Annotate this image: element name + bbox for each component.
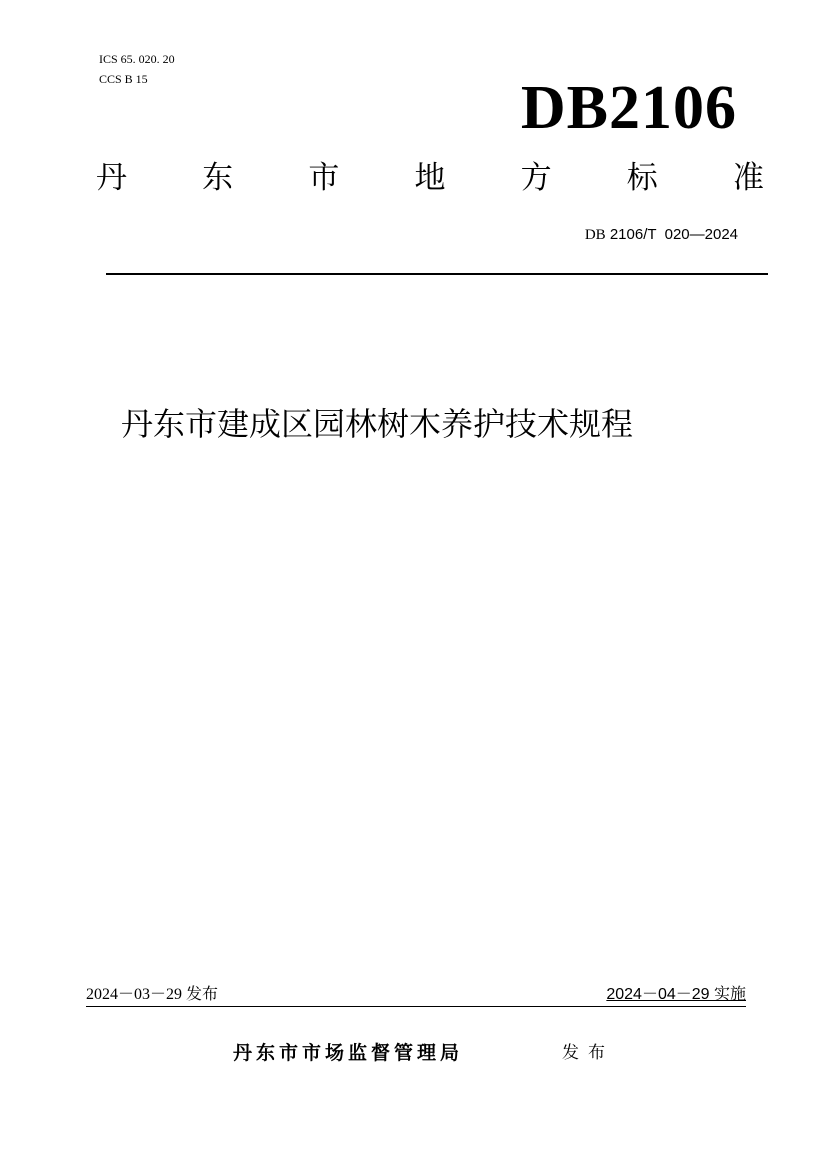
- standard-type-char: 丹: [96, 160, 127, 196]
- standard-type-heading: [96, 158, 764, 198]
- header-divider: [106, 273, 768, 275]
- standard-number-rest: 2106/T 020—2024: [605, 226, 738, 243]
- db-code-logo: DB2106: [520, 74, 737, 142]
- dates-row: [86, 984, 746, 1006]
- ics-code: ICS 65. 020. 20: [99, 52, 175, 66]
- issue-date: 2024－03－29 发布: [86, 986, 219, 1003]
- standard-type-char: 东: [202, 160, 234, 196]
- document-title: 丹东市建成区园林树木养护技术规程: [121, 405, 634, 443]
- standard-type-char: 市: [308, 160, 340, 196]
- implementation-date: 2024－04－29 实施: [606, 986, 746, 1003]
- standard-type-char: 地: [414, 160, 446, 196]
- standard-type-char: 方: [520, 160, 552, 196]
- standard-number-prefix: DB: [584, 227, 606, 243]
- standard-type-char: 准: [732, 160, 764, 196]
- issuing-authority: 丹东市市场监督管理局: [233, 1042, 464, 1064]
- standard-type-char: 标: [626, 160, 658, 196]
- footer-divider: [86, 1006, 746, 1007]
- issue-label: 发布: [562, 1043, 614, 1063]
- ccs-code: CCS B 15: [99, 72, 148, 86]
- standard-number: [585, 224, 738, 245]
